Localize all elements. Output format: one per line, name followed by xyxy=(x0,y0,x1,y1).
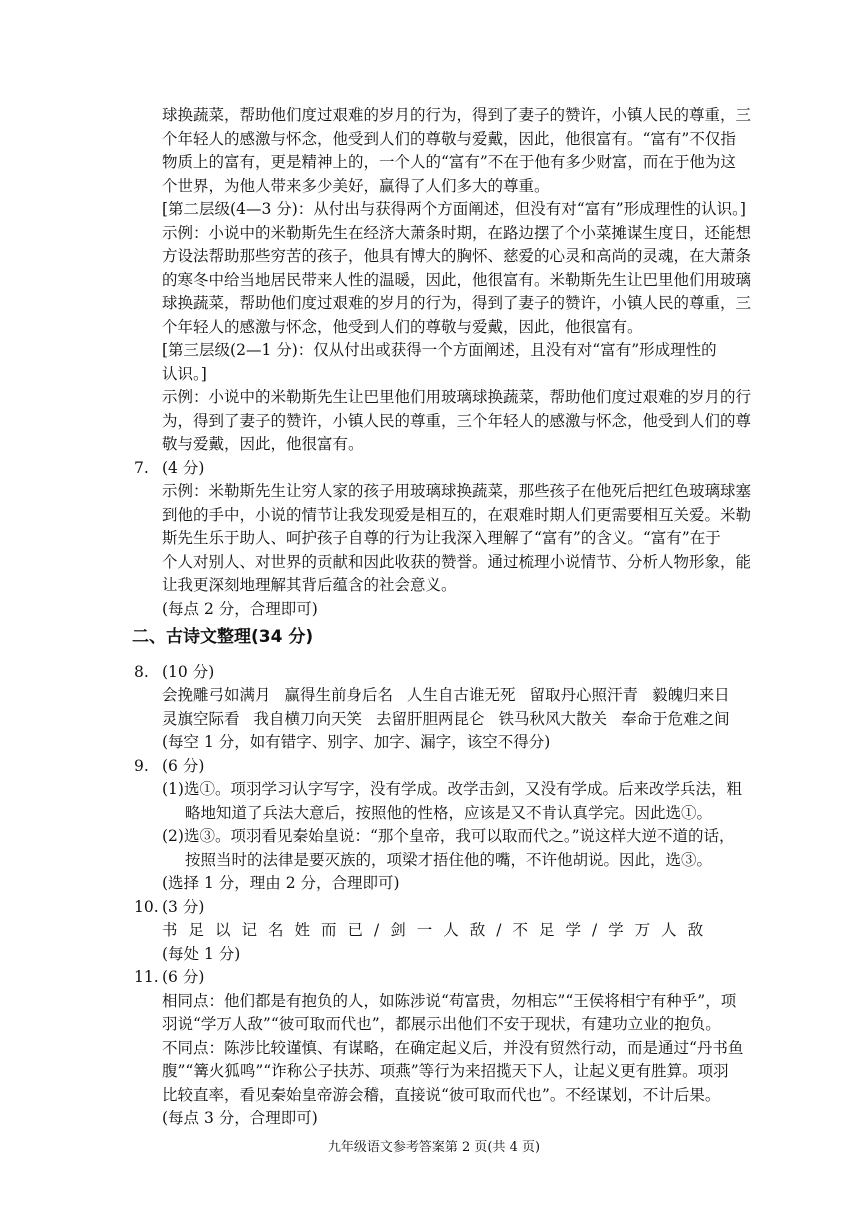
answer-line: 腹”“篝火狐鸣”“诈称公子扶苏、项燕”等行为来招揽天下人，让起义更有胜算。项羽 xyxy=(162,1062,729,1080)
question-number: 9. xyxy=(134,757,149,775)
answer-line: 斯先生乐于助人、呵护孩子自尊的行为让我深入理解了“富有”的含义。“富有”在于 xyxy=(162,529,721,547)
q6-line: 认识。] xyxy=(162,365,207,383)
poem-answers-row-1 xyxy=(162,684,730,708)
poem-answer: 毅魄归来日 xyxy=(652,686,730,704)
scoring-note: (每处 1 分) xyxy=(162,945,241,963)
poem-answer: 铁马秋风大散关 xyxy=(498,710,608,728)
answer-line: 按照当时的法律是要灭族的，项梁才捂住他的嘴，不许他胡说。因此，选③。 xyxy=(185,851,713,869)
q6-line: 敬与爱戴，因此，他很富有。 xyxy=(162,435,364,453)
answer-line: 到他的手中，小说的情节让我发现爱是相互的，在艰难时期人们更需要相互关爱。米勒 xyxy=(162,506,752,524)
q6-line: 个年轻人的感激与怀念，他受到人们的尊敬与爱戴，因此，他很富有。“富有”不仅指 xyxy=(162,130,736,148)
poem-answer: 人生自古谁无死 xyxy=(407,686,516,704)
scoring-note: (每空 1 分，如有错字、别字、加字、漏字，该空不得分) xyxy=(162,733,551,751)
question-number: 7. xyxy=(134,459,149,477)
answer-line: 让我更深刻地理解其背后蕴含的社会意义。 xyxy=(162,576,457,594)
q6-level2-criteria: [第二层级(4—3 分)：从付出与获得两个方面阐述，但没有对“富有”形成理性的认识。] xyxy=(162,200,746,218)
question-score: (6 分) xyxy=(162,968,205,986)
question-number: 10. xyxy=(134,898,159,916)
q6-line: 方设法帮助那些穷苦的孩子，他具有博大的胸怀、慈爱的心灵和高尚的灵魂，在大萧条 xyxy=(162,247,752,265)
poem-answers-row-2 xyxy=(162,708,730,732)
q6-line: 为，得到了妻子的赞许，小镇人民的尊重，三个年轻人的感激与怀念，他受到人们的尊 xyxy=(162,412,752,430)
answer-line: 相同点：他们都是有抱负的人，如陈涉说“苟富贵，勿相忘”“王侯将相宁有种乎”，项 xyxy=(162,992,737,1010)
question-score: (10 分) xyxy=(162,663,215,681)
answer-line: (2)选③。项羽看见秦始皇说：“那个皇帝，我可以取而代之。”说这样大逆不道的话， xyxy=(162,827,735,845)
poem-answer: 会挽雕弓如满月 xyxy=(162,686,271,704)
poem-answer: 赢得生前身后名 xyxy=(284,686,394,704)
q6-level3-criteria: [第三层级(2—1 分)：仅从付出或获得一个方面阐述，且没有对“富有”形成理性的 xyxy=(162,341,717,359)
q6-line: 物质上的富有，更是精神上的，一个人的“富有”不在于他有多少财富，而在于他为这 xyxy=(162,153,736,171)
scoring-note: (选择 1 分，理由 2 分，合理即可) xyxy=(162,874,400,892)
scoring-note: (每点 2 分，合理即可) xyxy=(162,600,318,618)
answer-line: 略地知道了兵法大意后，按照他的性格，应该是又不肯认真学完。因此选①。 xyxy=(185,804,713,822)
poem-answer: 我自横刀向天笑 xyxy=(253,710,363,728)
q6-line: 的寒冬中给当地居民带来人性的温暖，因此，他很富有。米勒斯先生让巴里他们用玻璃 xyxy=(162,271,752,289)
answer-line: 比较直率，看见秦始皇帝游会稽，直接说“彼可取而代也”。不经谋划，不计后果。 xyxy=(162,1086,721,1104)
section-heading: 二、古诗文整理(34 分) xyxy=(132,627,314,647)
answer-line: 个人对别人、对世界的贡献和因此收获的赞誉。通过梳理小说情节、分析人物形象，能 xyxy=(162,553,752,571)
question-number: 8. xyxy=(134,663,149,681)
q6-line: 球换蔬菜，帮助他们度过艰难的岁月的行为，得到了妻子的赞许，小镇人民的尊重，三 xyxy=(162,294,752,312)
poem-answer: 奉命于危难之间 xyxy=(621,710,730,728)
q6-line: 示例：小说中的米勒斯先生让巴里他们用玻璃球换蔬菜，帮助他们度过艰难的岁月的行 xyxy=(162,388,752,406)
q6-line: 示例：小说中的米勒斯先生在经济大萧条时期，在路边摆了个小菜摊谋生度日，还能想 xyxy=(162,224,752,242)
answer-line: 不同点：陈涉比较谨慎、有谋略，在确定起义后，并没有贸然行动，而是通过“丹书鱼 xyxy=(162,1039,744,1057)
poem-answer: 留取丹心照汗青 xyxy=(529,686,639,704)
question-score: (3 分) xyxy=(162,898,205,916)
q6-line: 个年轻人的感激与怀念，他受到人们的尊敬与爱戴，因此，他很富有。 xyxy=(162,318,643,336)
sentence-break-answer: 书足以记名姓而已/剑一人敌/不足学/学万人敌 xyxy=(162,921,715,939)
question-number: 11. xyxy=(134,968,159,986)
q6-line: 个世界，为他人带来多少美好，赢得了人们多大的尊重。 xyxy=(162,177,550,195)
poem-answer: 去留肝胆两昆仑 xyxy=(376,710,485,728)
q6-line: 球换蔬菜，帮助他们度过艰难的岁月的行为，得到了妻子的赞许，小镇人民的尊重，三 xyxy=(162,106,752,124)
page-footer: 九年级语文参考答案第 2 页(共 4 页) xyxy=(327,1140,541,1155)
answer-line: 羽说“学万人敌”“彼可取而代也”，都展示出他们不安于现状，有建功立业的抱负。 xyxy=(162,1015,721,1033)
poem-answer: 灵旗空际看 xyxy=(162,710,240,728)
question-score: (4 分) xyxy=(162,459,205,477)
scoring-note: (每点 3 分，合理即可) xyxy=(162,1109,318,1127)
answer-line: 示例：米勒斯先生让穷人家的孩子用玻璃球换蔬菜，那些孩子在他死后把红色玻璃球塞 xyxy=(162,482,752,500)
question-score: (6 分) xyxy=(162,757,205,775)
answer-line: (1)选①。项羽学习认字写字，没有学成。改学击剑，又没有学成。后来改学兵法，粗 xyxy=(162,780,742,798)
